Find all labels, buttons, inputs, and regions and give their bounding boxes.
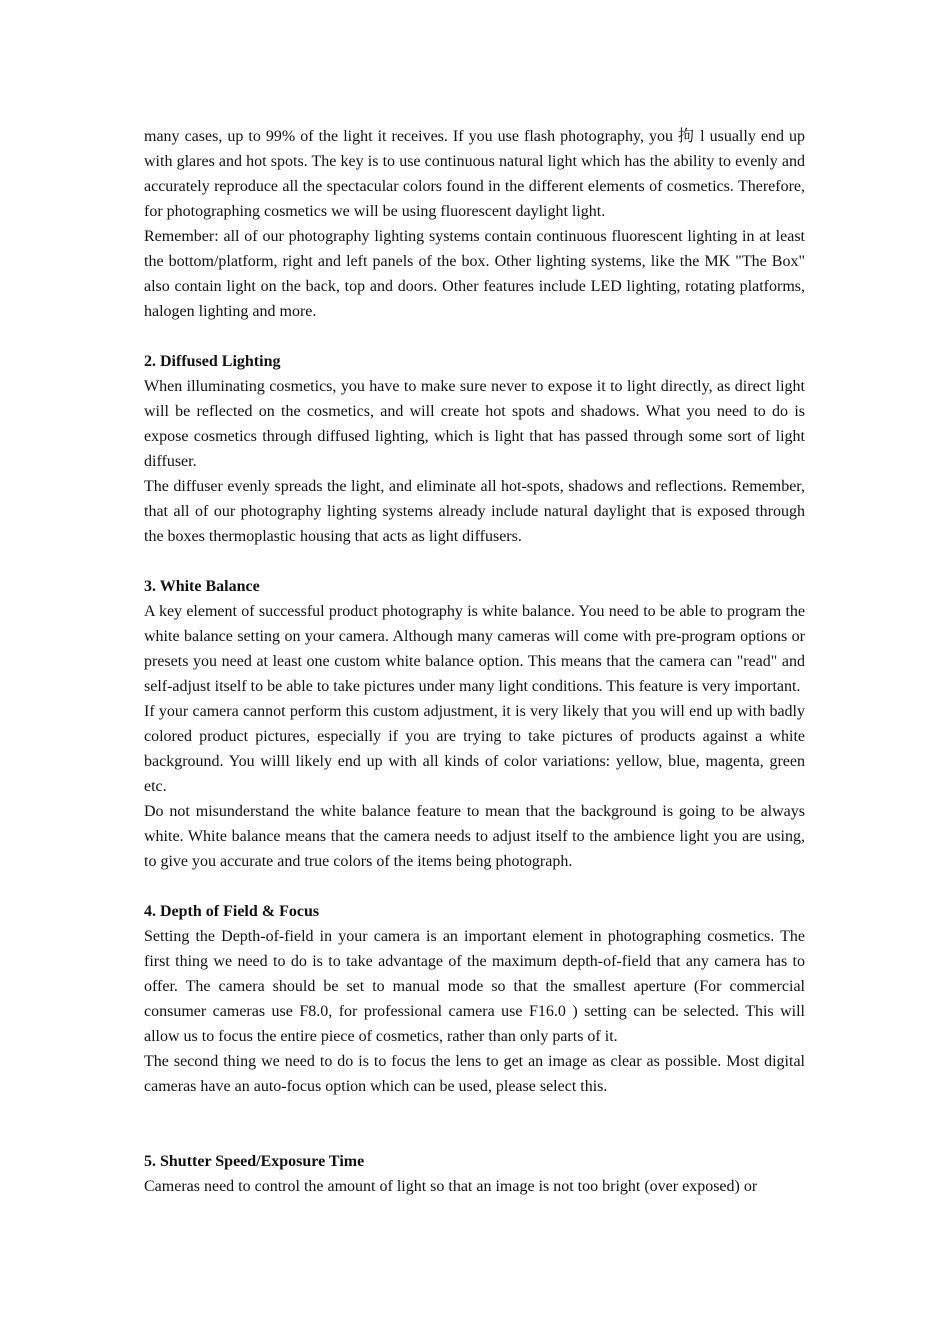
spacer [144,324,805,349]
intro-paragraph-1: many cases, up to 99% of the light it receives. If you use flash photography, you 拘 l usually end up with glares and hot spots. The key is to use continuous natural light which has the ability to evenly and accurately reproduce all the spectacular colors found in the different elements of cosmetics. Therefore, for photographing cosmetics we will be using fluorescent daylight light. [144,128,805,220]
section-paragraph: Do not misunderstand the white balance feature to mean that the background is going to be always white. White balance means that the camera needs to adjust itself to the ambience light you are using, to give you accurate and true colors of the items being photograph. [144,803,805,870]
section-paragraph: Setting the Depth-of-field in your camera is an important element in photographing cosmetics. The first thing we need to do is to take advantage of the maximum depth-of-field that any camera has to offer. The camera should be set to manual mode so that the smallest aperture (For commercial consumer cameras use F8.0, for professional camera use F16.0 ) setting can be selected. This will allow us to focus the entire piece of cosmetics, rather than only parts of it. [144,928,805,1045]
section-diffused-lighting [144,349,805,549]
section-shutter-speed [144,1149,805,1199]
section-depth-of-field [144,899,805,1099]
spacer [144,874,805,899]
section-heading: 4. Depth of Field & Focus [144,903,320,920]
section-paragraph: The diffuser evenly spreads the light, and eliminate all hot-spots, shadows and reflections. Remember, that all of our photography lighting systems already include natural daylight that is exposed through the boxes thermoplastic housing that acts as light diffusers. [144,478,805,545]
spacer [144,549,805,574]
intro-paragraph-2: Remember: all of our photography lighting systems contain continuous fluorescent lighting in at least the bottom/platform, right and left panels of the box. Other lighting systems, like the MK "The Box" also contain light on the back, top and doors. Other features include LED lighting, rotating platforms, halogen lighting and more. [144,228,805,320]
section-heading: 3. White Balance [144,578,260,595]
section-heading: 5. Shutter Speed/Exposure Time [144,1153,365,1170]
section-paragraph: A key element of successful product photography is white balance. You need to be able to program the white balance setting on your camera. Although many cameras will come with pre-program options or presets you need at least one custom white balance option. This means that the camera can "read" and self-adjust itself to be able to take pictures under many light conditions. This feature is very important. [144,603,805,695]
section-paragraph: When illuminating cosmetics, you have to make sure never to expose it to light directly, as direct light will be reflected on the cosmetics, and will create hot spots and shadows. What you need to do is expose cosmetics through diffused lighting, which is light that has passed through some sort of light diffuser. [144,378,805,470]
section-white-balance [144,574,805,874]
section-paragraph: Cameras need to control the amount of light so that an image is not too bright (over exposed) or [144,1178,758,1195]
section-paragraph: If your camera cannot perform this custom adjustment, it is very likely that you will end up with badly colored product pictures, especially if you are trying to take pictures of products against a white background. You willl likely end up with all kinds of color variations: yellow, blue, magenta, green etc. [144,703,805,795]
document-page [144,124,805,1199]
section-heading: 2. Diffused Lighting [144,353,281,370]
section-paragraph: The second thing we need to do is to focus the lens to get an image as clear as possible. Most digital cameras have an auto-focus option which can be used, please select this. [144,1053,805,1095]
spacer [144,1099,805,1149]
